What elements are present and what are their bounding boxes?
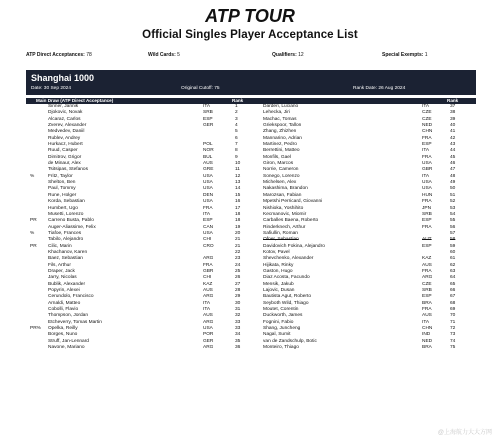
player-name: Sonego, Lorenzo [263,173,300,179]
player-country: CHN [422,129,433,135]
player-rank: 21 [235,243,241,249]
player-name: de Minaur, Alex [48,161,81,167]
player-country: KAZ [422,256,432,262]
player-country: FRA [422,307,432,312]
player-name: Diaz Acosta, Facundo [263,275,310,281]
player-country: HUN [422,192,433,198]
player-name: Bautista Agut, Roberto [263,294,311,300]
player-country: CHN [422,326,433,332]
player-country: CHI [203,275,212,281]
player-name: Fognini, Fabio [263,319,294,325]
player-name: Martinez, Pedro [263,142,297,148]
player-name: Moutet, Corentin [263,307,299,312]
player-rank: 23 [235,256,241,262]
summary-direct: ATP Direct Acceptances: 78 [26,52,92,58]
player-name: Fils, Arthur [48,262,71,268]
player-country: CZE [422,110,432,116]
summary-wildcards: Wild Cards: 5 [148,52,180,58]
player-rank: 14 [235,186,241,192]
tournament-name: Shanghai 1000 [31,73,95,83]
player-rank: 16 [235,199,241,205]
player-country: GBR [422,167,433,173]
player-country: AUS [203,313,213,319]
player-name: Safiullin, Roman [263,230,298,236]
player-rank: 2 [235,110,238,116]
entry-note: % [30,230,35,236]
player-rank: 17 [235,205,241,211]
player-name: Gaston, Hugo [263,268,293,274]
player-rank: 37 [450,104,456,109]
player-name: Rune, Holger [48,192,77,198]
player-name: Davidovich Fokina, Alejandro [263,243,325,249]
player-name: Ruud, Casper [48,148,78,154]
player-country: GRE [203,167,214,173]
player-rank: 35 [235,338,241,344]
player-name: Rinderknech, Arthur [263,224,306,230]
player-name: Carreno Busta, Pablo [48,218,94,224]
player-country: ESP [422,218,432,224]
player-name: Nagal, Sumit [263,332,291,338]
player-country: NOR [203,148,214,154]
player-country: ESP [203,116,213,122]
player-name: Alcaraz, Carlos [48,116,81,122]
watermark: @上海航力大大方网 [437,430,492,436]
entry-note: % [30,173,35,179]
original-cutoff: Original Cutoff: 75 [181,86,220,91]
player-rank: 55 [450,218,456,224]
table-row [26,345,476,351]
player-name: Lehecka, Jiri [263,110,290,116]
player-rank: 68 [450,300,456,306]
player-rank: 1 [235,104,238,109]
player-name: Cobolli, Flavio [48,307,79,312]
list-date: Date: 30 Sep 2024 [31,86,72,91]
player-name: Thompson, Jordan [48,313,88,319]
player-country: NED [422,123,433,129]
player-rank: 75 [450,345,456,351]
entry-note: PR [30,218,37,224]
player-rank: 34 [235,332,241,338]
player-rank: 8 [235,148,238,154]
player-rank: 30 [235,300,241,306]
player-rank: 57 [450,230,456,236]
player-rank: 51 [450,192,456,198]
player-name: van de Zandschulp, Botic [263,338,317,344]
player-rank: 9 [235,154,238,160]
player-name: Carballes Baena, Roberto [263,218,319,224]
entry-note: PR [30,243,37,249]
player-name: Sinner, Jannik [48,104,79,109]
player-rank: 49 [450,180,456,186]
atp-tour-logo-mark [185,6,315,26]
player-rank: 33 [235,326,241,332]
player-rank: 10 [235,161,241,167]
player-country: JPN [422,205,432,211]
player-name: Jarry, Nicolas [48,275,77,281]
player-name: Marozsan, Fabian [263,192,302,198]
player-country: AUS [203,161,213,167]
player-country: BRA [422,345,432,351]
player-country: ESP [203,218,213,224]
player-name: Griekspoor, Tallon [263,123,302,129]
player-name: Tabilo, Alejandro [48,237,84,243]
player-rank: 71 [450,319,456,325]
player-name: Norrie, Cameron [263,167,299,173]
player-name: Khachanov, Karen [48,249,88,255]
player-name: Nakashima, Brandon [263,186,308,192]
player-rank: 41 [450,129,456,135]
player-rank: 11 [235,167,240,173]
player-rank: 19 [235,224,241,230]
player-rank: 56 [450,224,456,230]
player-country: FRA [203,205,213,211]
player-country: AUT [422,237,432,243]
player-rank: 33 [235,319,241,325]
player-rank: 12 [235,173,241,179]
player-rank: 21 [235,237,241,243]
player-country: IND [422,332,431,338]
player-rank: 18 [235,211,241,217]
player-name: Mannarino, Adrian [263,135,302,141]
player-name: Auger-Aliassime, Felix [48,224,96,230]
player-country: POR [203,332,214,338]
player-name: Dimitrov, Grigor [48,154,82,160]
player-rank: 18 [235,218,241,224]
player-list [26,104,476,351]
player-country: AUS [203,287,213,293]
player-rank: 74 [450,338,456,344]
player-country: ITA [422,319,430,325]
player-name: Borges, Nuno [48,332,78,338]
player-country: SRB [203,110,213,116]
player-rank: 54 [450,211,456,217]
player-rank: 6 [235,135,238,141]
player-rank: 64 [450,275,456,281]
player-country: ITA [203,307,211,312]
player-name: Shang, Juncheng [263,326,301,332]
player-name: Kotov, Pavel [263,249,290,255]
player-country: ESP [422,243,432,249]
player-name: Shelton, Ben [48,180,76,186]
player-country: ITA [203,300,211,306]
player-country: CRO [203,243,214,249]
player-rank: 4 [235,123,238,129]
player-name: Djokovic, Novak [48,110,83,116]
player-country: USA [203,326,213,332]
player-country: GER [203,123,214,129]
player-rank: 52 [450,199,456,205]
player-rank: 59 [450,243,456,249]
player-country: AUS [422,313,432,319]
player-country: BRA [422,300,432,306]
player-rank: 27 [235,281,241,287]
player-country: ARG [203,256,214,262]
svg-text:ATP TOUR: ATP TOUR [205,6,295,26]
atp-tour-logo [0,6,500,26]
player-rank: 25 [235,268,241,274]
player-name: Ofner, Sebastian [263,237,299,243]
player-name: Cilic, Marin [48,243,72,249]
player-name: Tsitsipas, Stefanos [48,167,88,173]
player-country: CZE [422,281,432,287]
player-country: ITA [422,104,430,109]
player-country: CHI [203,237,212,243]
player-country: DEN [203,192,214,198]
player-rank: 48 [450,173,456,179]
player-country: USA [203,199,213,205]
player-rank: 22 [235,249,241,255]
player-name: Popyrin, Alexei [48,287,80,293]
player-name: Hijikata, Rinky [263,262,294,268]
player-country: ITA [422,173,430,179]
player-name: Struff, Jan-Lennard [48,338,89,344]
player-country: CAN [203,224,214,230]
player-rank: 43 [450,142,456,148]
player-name: Monfils, Gael [263,154,291,160]
player-name: Monteiro, Thiago [263,345,299,351]
player-name: Bublik, Alexander [48,281,86,287]
player-country: FRA [422,135,432,141]
player-country: BUL [203,154,213,160]
player-name: Duckworth, James [263,313,303,319]
player-rank: 28 [235,287,241,293]
player-name: Paul, Tommy [48,186,76,192]
player-rank: 47 [450,167,456,173]
player-country: AUS [422,262,432,268]
player-country: GBR [203,268,214,274]
player-name: Hurkacz, Hubert [48,142,83,148]
rank-heading-left: Rank [232,98,244,103]
player-name: Draper, Jack [48,268,75,274]
player-name: Zhang, Zhizhen [263,129,297,135]
player-rank: 32 [235,313,241,319]
player-name: Navone, Mariano [48,345,85,351]
summary-special-exempts: Special Exempts: 1 [382,52,428,58]
player-name: Machac, Tomas [263,116,297,122]
player-country: FRA [422,268,432,274]
player-rank: 3 [235,116,238,122]
player-name: Zverev, Alexander [48,123,87,129]
player-name: Arnaldi, Matteo [48,300,81,306]
rank-date: Rank Date: 26 Aug 2024 [353,86,406,91]
tournament-header [26,70,476,95]
player-country: ARG [422,275,433,281]
player-country: USA [203,186,213,192]
player-name: Giron, Marcos [263,161,294,167]
player-country: USA [203,230,213,236]
rank-heading-right: Rank [447,98,459,103]
player-rank: 65 [450,281,456,287]
player-name: Opelka, Reilly [48,326,78,332]
player-country: FRA [422,224,432,230]
player-rank: 62 [450,262,456,268]
player-country: ARG [203,345,214,351]
player-name: Mensik, Jakub [263,281,294,287]
player-rank: 29 [235,294,241,300]
player-name: Shevchenko, Alexander [263,256,314,262]
player-country: ITA [422,148,430,154]
player-name: Baez, Sebastian [48,256,83,262]
player-name: Berrettini, Matteo [263,148,300,154]
player-name: Lajovic, Dusan [263,287,295,293]
player-rank: 60 [450,249,456,255]
player-name: Etcheverry, Tomas Martin [48,319,102,325]
player-rank: 5 [235,129,238,135]
player-country: POL [203,142,213,148]
player-rank: 66 [450,287,456,293]
player-name: Nishioka, Yoshihito [263,205,304,211]
player-rank: 73 [450,332,456,338]
player-country: ARG [203,294,214,300]
player-name: Cerundolo, Francisco [48,294,94,300]
player-country: KAZ [203,281,213,287]
player-name: Michelsen, Alex [263,180,297,186]
player-rank: 42 [450,135,456,141]
player-rank: 20 [235,230,241,236]
player-country: USA [422,161,432,167]
player-country: USA [422,180,432,186]
player-rank: 44 [450,148,456,154]
player-rank: 13 [235,180,241,186]
player-country: USA [203,180,213,186]
player-rank: 7 [235,142,238,148]
main-draw-heading: Main Draw (ATP Direct Acceptance) [36,98,114,103]
player-rank: 40 [450,123,456,129]
player-country: SRB [422,287,432,293]
player-rank: 67 [450,294,456,300]
player-name: Tiafoe, Frances [48,230,82,236]
player-rank: 45 [450,154,456,160]
player-country: ARG [203,319,214,325]
player-rank: 39 [450,116,456,122]
player-country: FRA [203,262,213,268]
player-country: ESP [422,142,432,148]
player-name: Rublev, Andrey [48,135,81,141]
player-country: SRB [422,211,432,217]
player-rank: 63 [450,268,456,274]
player-country: ITA [203,211,211,217]
player-name: Darderi, Luciano [263,104,299,109]
player-name: Musetti, Lorenzo [48,211,84,217]
player-name: Humbert, Ugo [48,205,78,211]
player-name: Medvedev, Daniil [48,129,85,135]
player-rank: 15 [235,192,241,198]
player-rank: 38 [450,110,456,116]
player-country: USA [203,173,213,179]
player-rank: 50 [450,186,456,192]
player-name: Fritz, Taylor [48,173,73,179]
player-name: Mpetshi Perricard, Giovanni [263,199,323,205]
entry-note: PR% [30,326,41,332]
player-rank: 36 [235,345,241,351]
player-country: FRA [422,154,432,160]
player-rank: 61 [450,256,456,262]
player-rank: 24 [235,262,241,268]
player-rank: 58 [450,237,456,243]
player-country: ESP [422,294,432,300]
player-rank: 72 [450,326,456,332]
player-rank: 31 [235,307,241,312]
player-rank: 69 [450,307,456,312]
player-rank: 70 [450,313,456,319]
document-title: Official Singles Player Acceptance List [142,29,358,41]
player-country: CZE [422,116,432,122]
player-country: ITA [203,104,211,109]
player-country: NED [422,338,433,344]
player-name: Korda, Sebastian [48,199,85,205]
player-country: USA [422,186,432,192]
acceptance-summary [26,52,476,62]
player-country: GER [203,338,214,344]
summary-qualifiers: Qualifiers: 12 [272,52,304,58]
player-name: Kecmanovic, Miomir [263,211,307,217]
player-rank: 53 [450,205,456,211]
player-rank: 46 [450,161,456,167]
player-country: FRA [422,199,432,205]
player-name: Seyboth Wild, Thiago [263,300,309,306]
player-rank: 26 [235,275,241,281]
